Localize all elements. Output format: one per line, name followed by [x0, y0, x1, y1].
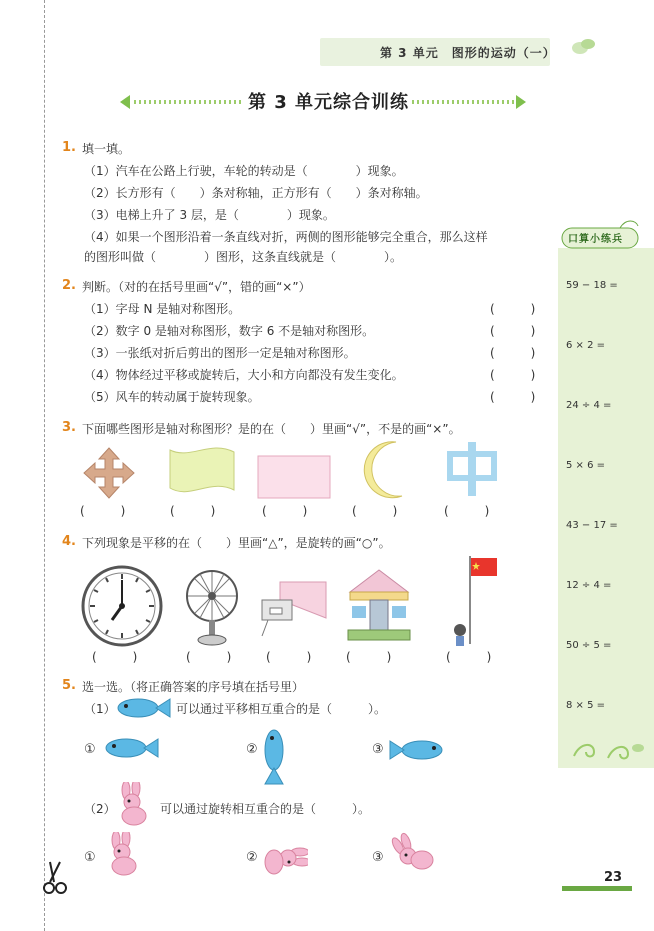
q3-stem: 下面哪些图形是轴对称图形？是的在（ ）里画“√”，不是的画“×”。: [82, 422, 461, 436]
crescent-moon-shape: [360, 440, 410, 500]
q4-number: 4.: [62, 534, 76, 549]
q2-item: （1）字母 N 是轴对称图形。: [84, 302, 241, 316]
rabbit-tilted-icon: [388, 832, 436, 876]
option-1[interactable]: ①: [84, 850, 96, 865]
answer-paren[interactable]: ( ): [446, 650, 492, 664]
character-zhong-shape: [446, 440, 498, 498]
q5-number: 5.: [62, 678, 76, 693]
q1-line-3: （3）电梯上升了 3 层，是（ ）现象。: [84, 208, 335, 222]
q1-stem: 填一填。: [82, 142, 131, 156]
answer-paren[interactable]: ( ): [262, 504, 308, 518]
sidebar-item: 59 − 18 =: [566, 280, 618, 291]
sidebar-mental-math: [558, 248, 654, 768]
q1-number: 1.: [62, 140, 76, 155]
electric-fan-icon: [184, 568, 244, 648]
q2-number: 2.: [62, 278, 76, 293]
page-number: 23: [604, 870, 623, 885]
answer-paren[interactable]: ( ): [444, 504, 490, 518]
leaf-icon: [570, 34, 598, 58]
answer-paren[interactable]: ( ): [490, 302, 536, 316]
page-title: 第 3 单元综合训练: [248, 92, 410, 113]
answer-paren[interactable]: ( ): [186, 650, 232, 664]
fish-icon: [102, 736, 160, 760]
header-unit-title: 第 3 单元 图形的运动（一）: [380, 46, 556, 60]
q1-line-1: （1）汽车在公路上行驶，车轮的转动是（ ）现象。: [84, 164, 404, 178]
q1-line-4b: 的图形叫做（ ）图形，这条直线就是（ ）。: [84, 250, 403, 264]
rabbit-rotated-icon: [262, 840, 308, 880]
title-deco-left: [118, 92, 248, 112]
answer-paren[interactable]: ( ): [352, 504, 398, 518]
sidebar-item: 5 × 6 =: [566, 460, 606, 471]
rabbit-icon: [112, 782, 154, 828]
q5-stem: 选一选。（将正确答案的序号填在括号里）: [82, 680, 305, 694]
answer-paren[interactable]: ( ): [170, 504, 216, 518]
fish-flipped-icon: [388, 738, 446, 762]
option-3[interactable]: ③: [372, 850, 384, 865]
rectangle-shape: [256, 454, 332, 500]
q4-stem: 下列现象是平移的在（ ）里画“△”，是旋转的画“○”。: [82, 536, 391, 550]
q2-item: （5）风车的转动属于旋转现象。: [84, 390, 260, 404]
swirl-decoration: [568, 736, 648, 766]
answer-paren[interactable]: ( ): [266, 650, 312, 664]
fish-rotated-icon: [262, 728, 286, 786]
answer-paren[interactable]: ( ): [80, 504, 126, 518]
sidebar-item: 50 ÷ 5 =: [566, 640, 612, 651]
sidebar-item: 8 × 5 =: [566, 700, 606, 711]
answer-paren[interactable]: ( ): [490, 324, 536, 338]
scissors-icon: [40, 860, 70, 896]
q2-item: （4）物体经过平移或旋转后，大小和方向都没有发生变化。: [84, 368, 404, 382]
q2-stem: 判断。（对的在括号里画“√”，错的画“×”）: [82, 280, 311, 294]
flag-shape: [166, 446, 238, 500]
q1-line-2: （2）长方形有（ ）条对称轴，正方形有（ ）条对称轴。: [84, 186, 428, 200]
sidebar-item: 24 ÷ 4 =: [566, 400, 612, 411]
answer-paren[interactable]: ( ): [490, 368, 536, 382]
page-number-bar: [562, 886, 632, 891]
option-1[interactable]: ①: [84, 742, 96, 757]
sidebar-item: 43 − 17 =: [566, 520, 618, 531]
title-deco-right: [410, 92, 530, 112]
answer-paren[interactable]: ( ): [490, 390, 536, 404]
q1-line-4a: （4）如果一个图形沿着一条直线对折，两侧的图形能够完全重合，那么这样: [84, 230, 488, 244]
q5-part2-label: （2）: [84, 802, 116, 816]
q5-part1-text: 可以通过平移相互重合的是（ ）。: [176, 702, 387, 716]
answer-paren[interactable]: ( ): [346, 650, 392, 664]
flag-raising-icon: [446, 552, 506, 648]
arrow-cross-shape: [76, 446, 142, 500]
answer-paren[interactable]: ( ): [92, 650, 138, 664]
carousel-icon: [344, 566, 414, 648]
clock-icon: [80, 564, 164, 648]
sidebar-item: 12 ÷ 4 =: [566, 580, 612, 591]
q2-item: （2）数字 0 是轴对称图形，数字 6 不是轴对称图形。: [84, 324, 375, 338]
q3-number: 3.: [62, 420, 76, 435]
option-3[interactable]: ③: [372, 742, 384, 757]
drawer-icon: [258, 578, 330, 640]
sidebar-header: 口算小练兵: [568, 234, 623, 245]
option-2[interactable]: ②: [246, 742, 258, 757]
fish-icon: [114, 696, 172, 720]
answer-paren[interactable]: ( ): [490, 346, 536, 360]
q2-item: （3）一张纸对折后剪出的图形一定是轴对称图形。: [84, 346, 356, 360]
q5-part1-label: （1）: [84, 702, 116, 716]
option-2[interactable]: ②: [246, 850, 258, 865]
sidebar-item: 6 × 2 =: [566, 340, 606, 351]
cut-line: [44, 0, 45, 931]
rabbit-icon: [102, 832, 144, 878]
q5-part2-text: 可以通过旋转相互重合的是（ ）。: [160, 802, 371, 816]
